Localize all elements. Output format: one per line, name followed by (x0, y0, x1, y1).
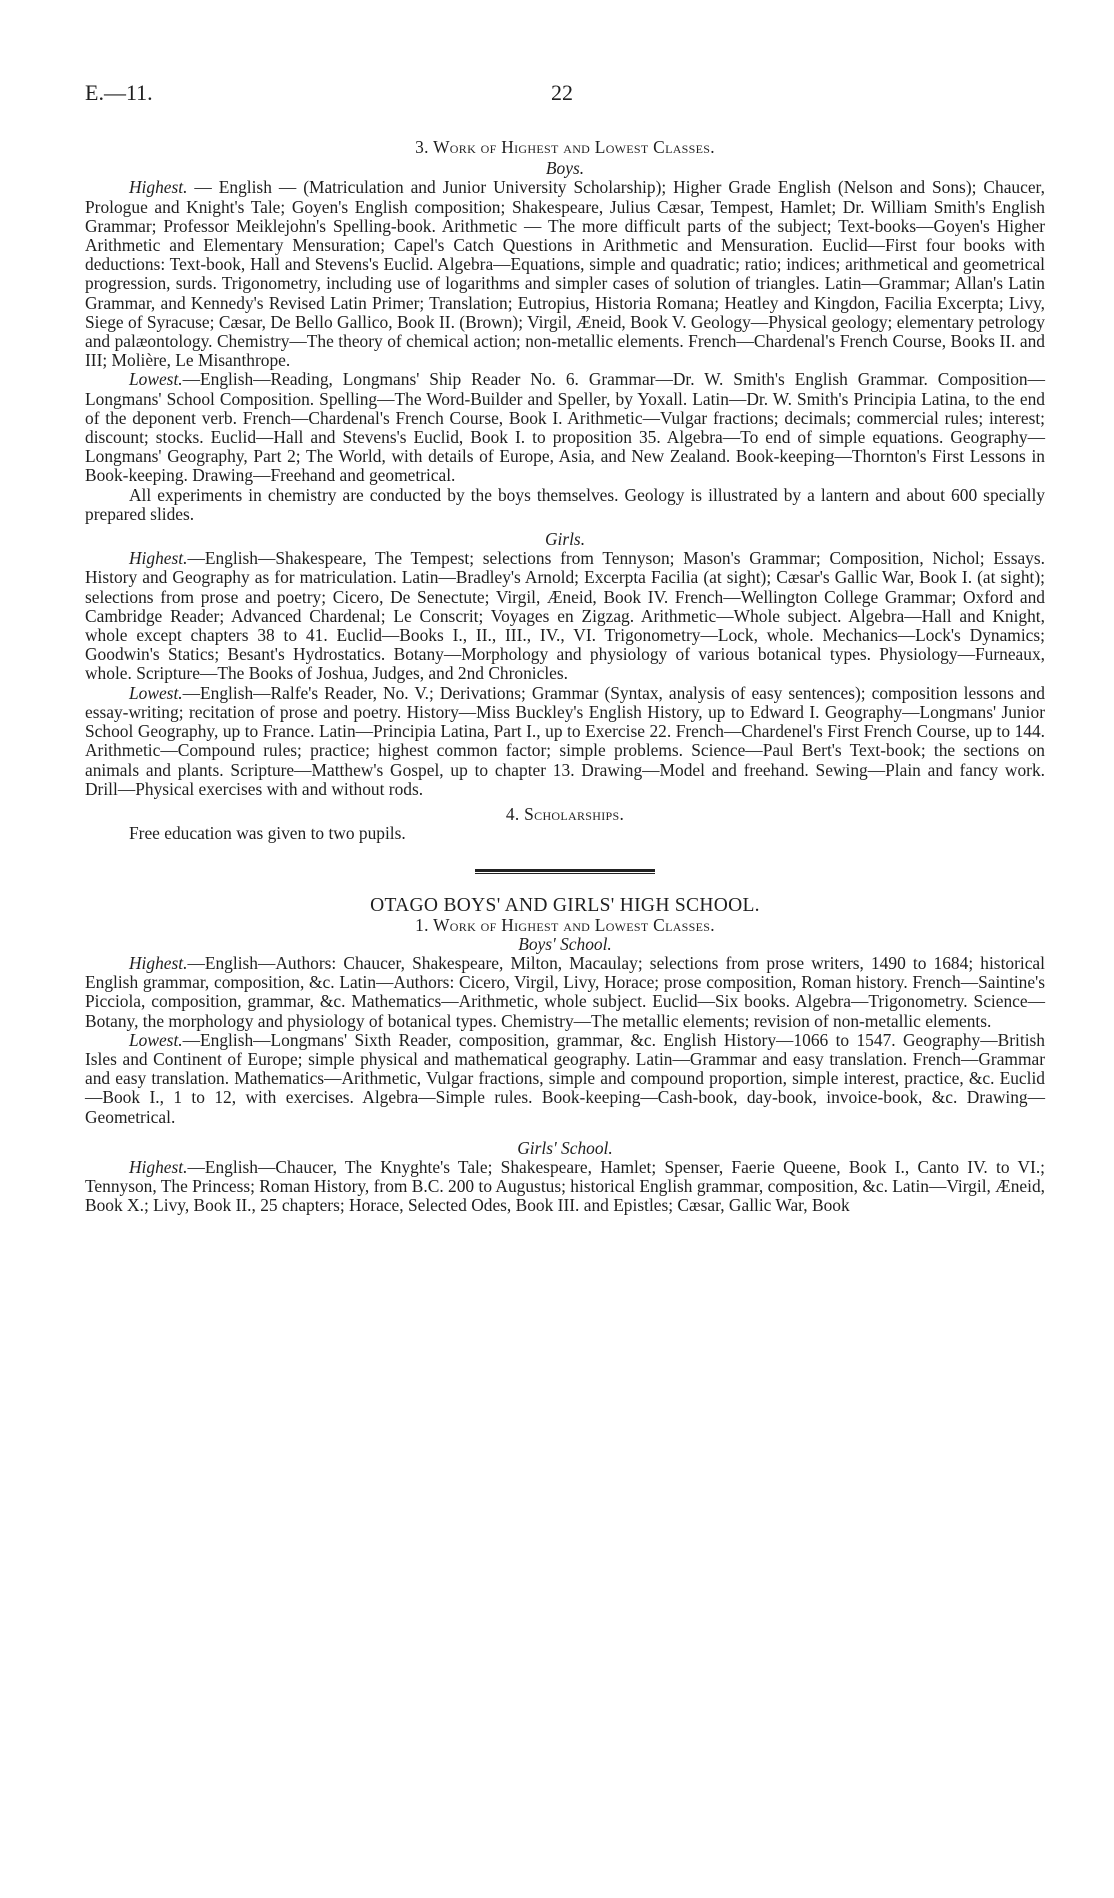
label-highest: Highest. (129, 177, 188, 198)
section-heading: 1. Work of Highest and Lowest Classes. (415, 914, 715, 935)
paragraph-girls-highest (85, 549, 1045, 683)
page-number: 22 (551, 80, 573, 105)
paragraph-boys-school-highest (85, 954, 1045, 1031)
paragraph-girls-lowest (85, 684, 1045, 799)
text-boys-school-lowest: —English—Longmans' Sixth Reader, composition, grammar, &c. English History—1066 to 1547. Geography—British Isles and Continent of Europe; simple physical and mathematical geography. Latin—Grammar and easy translation. French—Grammar and easy translation. Mathematics—Arithmetic, Vulgar fractions, simple and compound proportion, simple interest, practice, &c. Euclid—Book I., 1 to 12, with exercises. Algebra—Simple rules. Book-keeping—Cash-book, day-book, invoice-book, &c. Drawing—Geometrical. (85, 1029, 1045, 1127)
label-highest: Highest. (129, 1156, 188, 1177)
text-boys-highest: — English — (Matriculation and Junior University Scholarship); Higher Grade English (Nelson and Sons); Chaucer, Prologue and Knight's Tale; Goyen's English composition; Shakespeare, Julius Cæsar, Tempest, Hamlet; Dr. William Smith's English Grammar; Professor Meiklejohn's Spelling-book. Arithmetic — The more difficult parts of the subject; Text-books—Goyen's Higher Arithmetic and Elementary Mensuration; Capel's Catch Questions in Arithmetic and Mensuration. Euclid—First four books with deductions: Text-book, Hall and Stevens's Euclid. Algebra—Equations, simple and quadratic; ratio; indices; arithmetical and geometrical progression, surds. Trigonometry, including use of logarithms and simpler cases of solution of triangles. Latin—Grammar; Allan's Latin Grammar, and Kennedy's Revised Latin Primer; Translation; Eutropius, Historia Romana; Heatley and Kingdon, Facilia Excerpta; Livy, Siege of Syracuse; Cæsar, De Bello Gallico, Book II. (Brown); Virgil, Æneid, Book V. Geology—Physical geology; elementary petrology and palæontology. Chemistry—The theory of chemical action; non-metallic elements. French—Chardenal's French Course, Books II. and III; Molière, Le Misanthrope. (85, 177, 1045, 371)
school-title: OTAGO BOYS' AND GIRLS' HIGH SCHOOL. (370, 895, 760, 917)
subheading-girls-school: Girls' School. (517, 1137, 613, 1158)
label-highest: Highest. (129, 952, 188, 973)
label-lowest: Lowest. (129, 682, 183, 703)
label-highest: Highest. (129, 548, 188, 569)
paragraph-girls-school-highest (85, 1158, 1045, 1216)
scholarships-heading: 4. Scholarships. (505, 803, 625, 824)
text-girls-school-highest: —English—Chaucer, The Knyghte's Tale; Shakespeare, Hamlet; Spenser, Faerie Queene, Book I., Canto IV. to VI.; Tennyson, The Princess; Roman History, from B.C. 200 to Augustus; historical English grammar, composition, &c. Latin—Virgil, Æneid, Book X.; Livy, Book II., 25 chapters; Horace, Selected Odes, Book III. and Epistles; Cæsar, Gallic War, Book (85, 1156, 1045, 1216)
subheading-boys-school: Boys' School. (518, 933, 612, 954)
page-body (85, 138, 1045, 1216)
subheading-girls: Girls. (544, 529, 586, 550)
paragraph-boys-highest (85, 178, 1045, 370)
text-girls-lowest: —English—Ralfe's Reader, No. V.; Derivations; Grammar (Syntax, analysis of easy sentences); composition lessons and essay-writing; recitation of prose and poetry. History—Miss Buckley's English History, up to Edward I. Geography—Longmans' Junior School Geography, up to France. Latin—Principia Latina, Part I., up to Exercise 22. French—Chardenel's First French Course, up to 144. Arithmetic—Compound rules; practice; highest common factor; simple problems. Science—Paul Bert's Text-book; the sections on animals and plants. Scripture—Matthew's Gospel, up to chapter 13. Drawing—Model and freehand. Sewing—Plain and fancy work. Drill—Physical exercises with and without rods. (85, 682, 1045, 799)
report-code: E.—11. (85, 80, 153, 105)
label-lowest: Lowest. (129, 369, 183, 390)
scholarships-text: Free education was given to two pupils. (129, 823, 406, 844)
text-girls-highest: —English—Shakespeare, The Tempest; selections from Tennyson; Mason's Grammar; Composition, Nichol; Essays. History and Geography as for matriculation. Latin—Bradley's Arnold; Excerpta Facilia (at sight); Cæsar's Gallic War, Book I. (at sight); selections from prose and poetry; Cicero, De Senectute; Virgil, Æneid, Book IV. French—Wellington College Grammar; Oxford and Cambridge Reader; Advanced Chardenal; Le Conscrit; Voyages en Zigzag. Arithmetic—Whole subject. Algebra—Hall and Knight, whole except chapters 38 to 41. Euclid—Books I., II., III., IV., VI. Trigonometry—Lock, whole. Mechanics—Lock's Dynamics; Goodwin's Statics; Besant's Hydrostatics. Botany—Morphology and physiology of various botanical types. Physiology—Furneaux, whole. Scripture—The Books of Joshua, Judges, and 2nd Chronicles. (85, 548, 1045, 684)
subheading-boys: Boys. (545, 158, 585, 179)
paragraph-boys-lowest (85, 370, 1045, 485)
paragraph-boys-school-lowest (85, 1031, 1045, 1127)
paragraph-boys-note: All experiments in chemistry are conducted by the boys themselves. Geology is illustrated by a lantern and about 600 specially prepared slides. (85, 484, 1045, 524)
text-boys-school-highest: —English—Authors: Chaucer, Shakespeare, Milton, Macaulay; selections from prose writers, 1490 to 1684; historical English grammar, composition, &c. Latin—Authors: Cicero, Virgil, Livy, Horace; prose composition, Roman history. French—Saintine's Picciola, composition, grammar, &c. Mathematics—Arithmetic, whole subject. Euclid—Six books. Algebra—Trigonometry. Science—Botany, the morphology and physiology of botanical types. Chemistry—The metallic elements; revision of non-metallic elements. (85, 952, 1045, 1031)
section-heading: 3. Work of Highest and Lowest Classes. (415, 137, 715, 157)
text-boys-lowest: —English—Reading, Longmans' Ship Reader No. 6. Grammar—Dr. W. Smith's English Grammar. Composition—Longmans' School Composition. Spelling—The Word-Builder and Speller, by Yoxall. Latin—Dr. W. Smith's Principia Latina, to the end of the deponent verb. French—Chardenal's French Course, Book I. Arithmetic—Vulgar fractions; decimals; commercial rules; interest; discount; stocks. Euclid—Hall and Stevens's Euclid, Book I. to proposition 35. Algebra—To end of simple equations. Geography—Longmans' Geography, Part 2; The World, with details of Europe, Asia, and New Zealand. Book-keeping—Thornton's First Lessons in Book-keeping. Drawing—Freehand and geometrical. (85, 369, 1045, 486)
label-lowest: Lowest. (129, 1029, 183, 1050)
